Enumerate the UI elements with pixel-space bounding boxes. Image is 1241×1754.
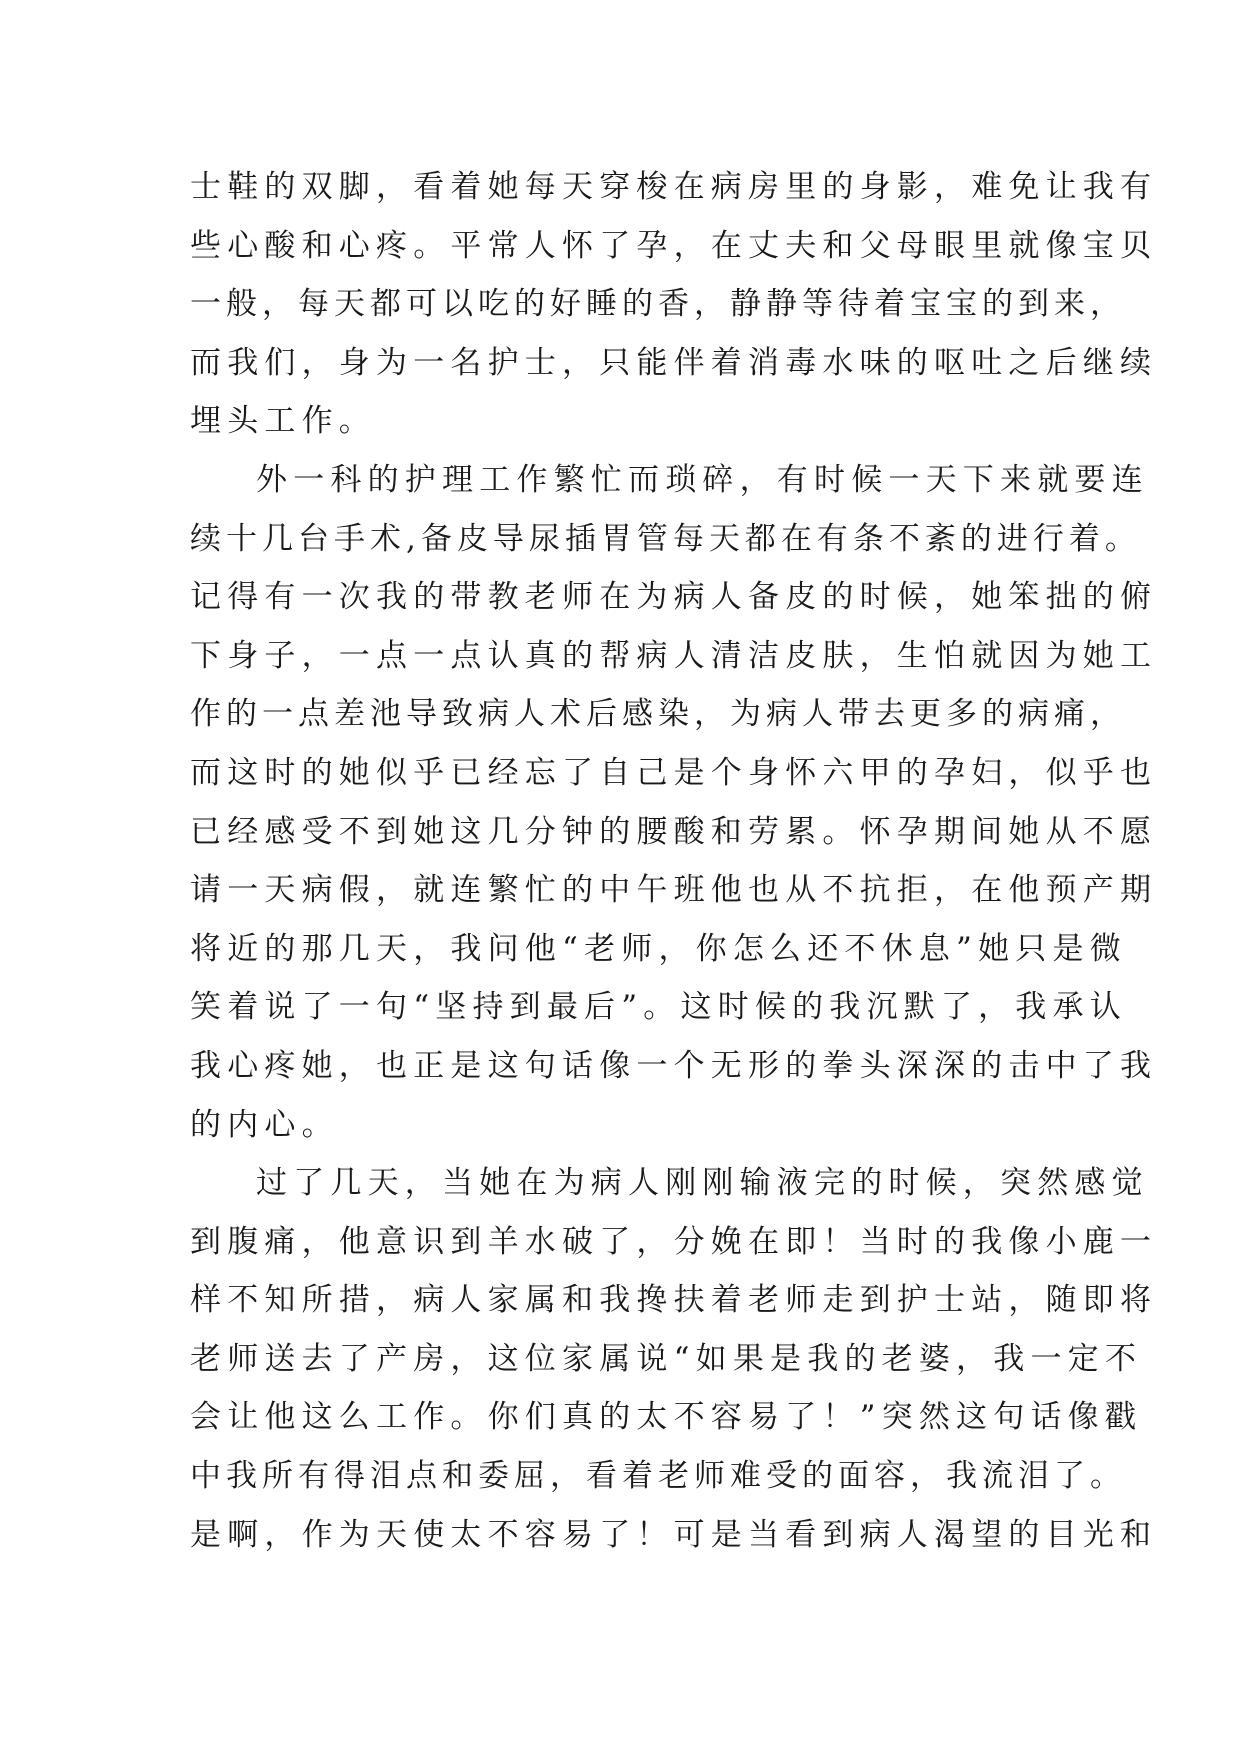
- text-line: 样不知所措，病人家属和我搀扶着老师走到护士站，随即将: [190, 1282, 1158, 1319]
- text-line: 埋头工作。: [190, 403, 376, 440]
- text-line: 老师送去了产房，这位家属说“如果是我的老婆，我一定不: [190, 1340, 1143, 1377]
- text-line: 而我们，身为一名护士，只能伴着消毒水味的呕吐之后继续: [190, 344, 1158, 381]
- text-line: 作的一点差池导致病人术后感染，为病人带去更多的病痛，: [190, 696, 1126, 733]
- text-line: 将近的那几天，我问他“老师，你怎么还不休息”她只是微: [190, 930, 1127, 967]
- text-line: 而这时的她似乎已经忘了自己是个身怀六甲的孕妇，似乎也: [190, 754, 1158, 791]
- paragraph-first-line: 外一科的护理工作繁忙而琐碎，有时候一天下来就要连: [256, 461, 1149, 498]
- text-line: 的内心。: [190, 1106, 339, 1143]
- text-line: 续十几台手术,备皮导尿插胃管每天都在有条不紊的进行着。: [190, 520, 1141, 557]
- text-line: 记得有一次我的带教老师在为病人备皮的时候，她笨拙的俯: [190, 579, 1158, 616]
- text-line: 会让他这么工作。你们真的太不容易了！”突然这句话像戳: [190, 1399, 1143, 1436]
- text-line: 一般，每天都可以吃的好睡的香，静静等待着宝宝的到来，: [190, 286, 1126, 323]
- text-line: 是啊，作为天使太不容易了！可是当看到病人渴望的目光和: [190, 1516, 1158, 1553]
- text-line: 士鞋的双脚，看着她每天穿梭在病房里的身影，难免让我有: [190, 169, 1158, 205]
- text-line: 笑着说了一句“坚持到最后”。这时候的我沉默了，我承认: [190, 989, 1127, 1026]
- text-line: 下身子，一点一点认真的帮病人清洁皮肤，生怕就因为她工: [190, 637, 1158, 674]
- text-line: 我心疼她，也正是这句话像一个无形的拳头深深的击中了我: [190, 1047, 1158, 1084]
- text-line: 到腹痛，他意识到羊水破了，分娩在即！当时的我像小鹿一: [190, 1223, 1158, 1260]
- text-line: 中我所有得泪点和委屈，看着老师难受的面容，我流泪了。: [190, 1458, 1126, 1495]
- body-text: [190, 158, 1158, 1564]
- paragraph-first-line: 过了几天，当她在为病人刚刚输液完的时候，突然感觉: [256, 1165, 1149, 1202]
- text-line: 些心酸和心疼。平常人怀了孕，在丈夫和父母眼里就像宝贝: [190, 227, 1158, 264]
- text-line: 已经感受不到她这几分钟的腰酸和劳累。怀孕期间她从不愿: [190, 813, 1158, 850]
- text-line: 请一天病假，就连繁忙的中午班他也从不抗拒，在他预产期: [190, 872, 1158, 909]
